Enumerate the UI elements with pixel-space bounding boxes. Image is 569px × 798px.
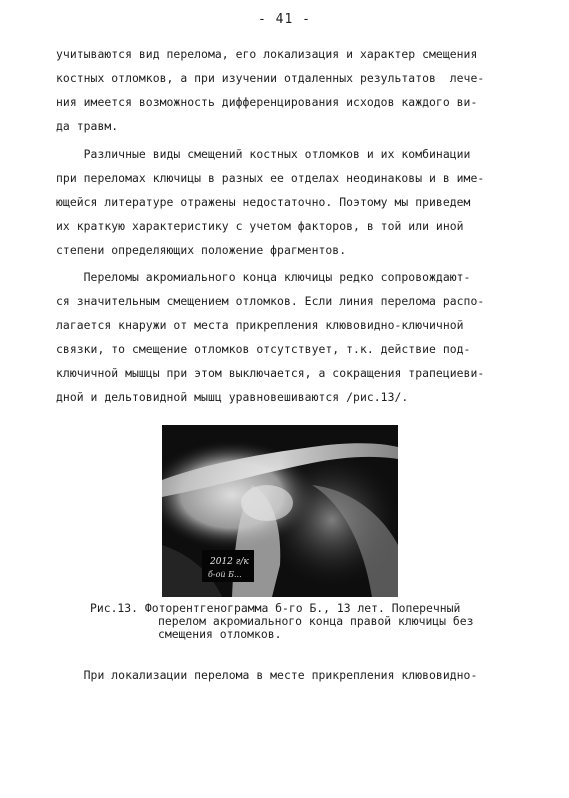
text-line: дной и дельтовидной мышц уравновешиваются /рис.13/.	[56, 390, 409, 404]
text-line: ключичной мышцы при этом выключается, а сокращения трапециеви-	[56, 366, 485, 380]
text-line: их краткую характеристику с учетом факторов, в той или иной	[56, 219, 464, 233]
text-line: связки, то смещение отломков отсутствует, т.к. действие под-	[56, 342, 471, 356]
text-line: да травм.	[56, 119, 119, 133]
text-line: ся значительным смещением отломков. Если линия перелома распо-	[56, 294, 485, 308]
text-line: ния имеется возможность дифференцирования исходов каждого ви-	[56, 95, 478, 109]
text-line: Переломы акромиального конца ключицы редко сопровождают-	[56, 270, 471, 284]
text-line: При локализации перелома в месте прикрепления клювовидно-	[56, 668, 478, 682]
text-line: ющейся литературе отражены недостаточно. Поэтому мы приведем	[56, 195, 471, 209]
film-label-line1: 2012 г/к	[210, 557, 249, 567]
text-line: лагается кнаружи от места прикрепления клювовидно-ключичной	[56, 318, 464, 332]
text-line: учитываются вид перелома, его локализация и характер смещения	[56, 47, 478, 61]
text-line: степени определяющих положение фрагментов.	[56, 243, 347, 257]
page-number: - 41 -	[258, 12, 311, 27]
text-line: при переломах ключицы в разных ее отделах неодинаковы и в име-	[56, 171, 485, 185]
figure-caption-line3: смещения отломков.	[158, 627, 282, 641]
xray-image	[162, 425, 398, 597]
figure-caption-line2: перелом акромиального конца правой ключицы без	[158, 614, 474, 628]
figure-caption-line1: Рис.13. Фоторентгенограмма б-го Б., 13 лет. Поперечный	[90, 601, 461, 615]
xray-figure	[162, 425, 398, 597]
text-line: костных отломков, а при изучении отдаленных результатов лече-	[56, 71, 485, 85]
film-label-line2: б-ой Б...	[208, 570, 242, 579]
text-line: Различные виды смещений костных отломков и их комбинации	[56, 147, 471, 161]
